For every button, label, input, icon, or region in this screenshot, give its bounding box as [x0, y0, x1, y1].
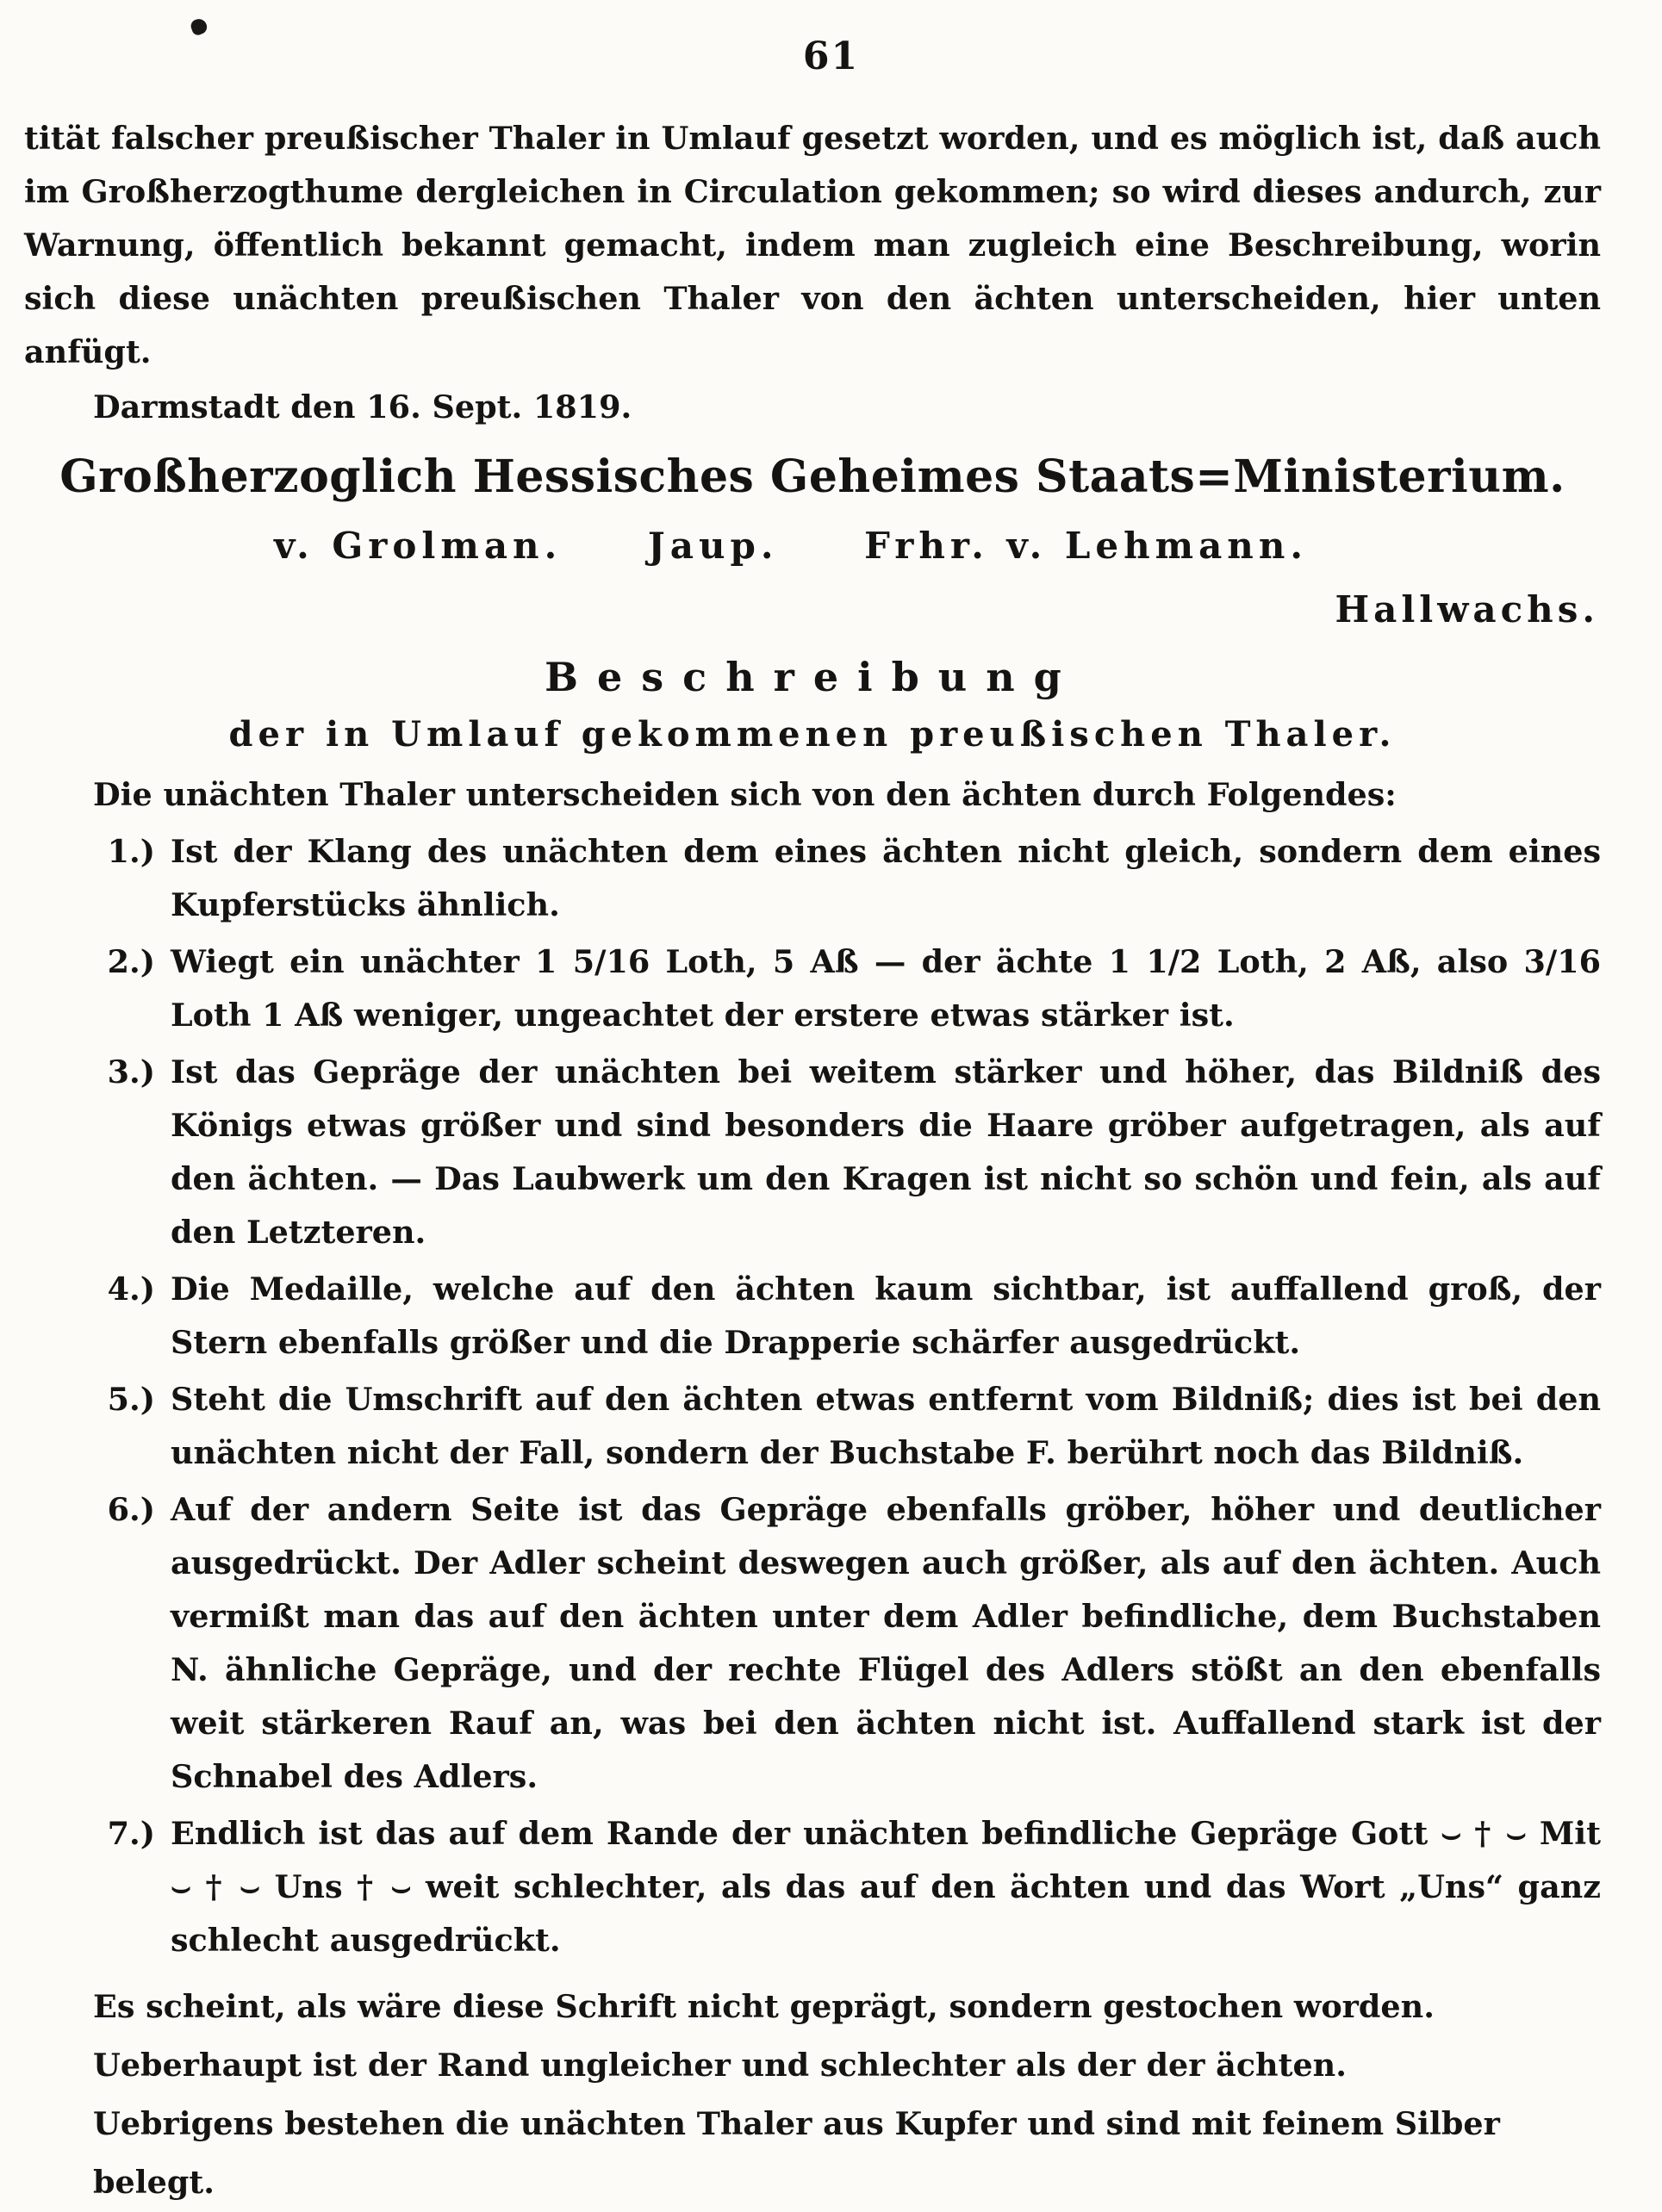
section-subheading: der in Umlauf gekommenen preußischen Thaler.	[228, 714, 1397, 755]
list-item-number: 2.)	[107, 943, 155, 980]
page-number: 61	[802, 34, 860, 78]
list-item-number: 4.)	[107, 1271, 155, 1308]
list-item	[24, 1807, 1601, 1967]
list-item-number: 1.)	[107, 833, 155, 870]
closing-line: Ueberhaupt ist der Rand ungleicher und schlechter als der der ächten.	[93, 2047, 1347, 2084]
list-item	[24, 825, 1601, 932]
list-item	[24, 1483, 1601, 1804]
signer-grolman: v. Grolman.	[274, 525, 563, 567]
list-item-number: 6.)	[107, 1491, 155, 1528]
list-item	[24, 1046, 1601, 1259]
list-item-text: Endlich ist das auf dem Rande der unächten befindliche Gepräge Gott ⌣ † ⌣ Mit ⌣ † ⌣ Uns † ⌣ weit schlechter, als das auf den ächten und das Wort „Uns“ ganz schlecht ausgedrückt.	[171, 1815, 1601, 1959]
list-item	[24, 1373, 1601, 1480]
signers-row	[24, 513, 1601, 579]
list-item-number: 7.)	[107, 1815, 155, 1852]
list-item-text: Steht die Umschrift auf den ächten etwas entfernt vom Bildniß; dies ist bei den unächten nicht der Fall, sondern der Buchstabe F. berührt noch das Bildniß.	[171, 1381, 1601, 1471]
list-item-text: Die Medaille, welche auf den ächten kaum sichtbar, ist auffallend groß, der Stern ebenfalls größer und die Drapperie schärfer ausgedrückt.	[171, 1271, 1601, 1361]
list-item-text: Ist der Klang des unächten dem eines ächten nicht gleich, sondern dem eines Kupferstücks ähnlich.	[171, 833, 1601, 923]
closing-line: Uebrigens bestehen die unächten Thaler aus Kupfer und sind mit feinem Silber belegt.	[93, 2105, 1500, 2201]
signer-jaup: Jaup.	[647, 525, 779, 567]
list-item-text: Wiegt ein unächter 1 5/16 Loth, 5 Aß — der ächte 1 1/2 Loth, 2 Aß, also 3/16 Loth 1 Aß weniger, ungeachtet der erstere etwas stärker ist.	[171, 943, 1601, 1034]
section-heading: Beschreibung	[545, 654, 1080, 700]
list-item-text: Auf der andern Seite ist das Gepräge ebenfalls gröber, höher und deutlicher ausgedrückt. Der Adler scheint deswegen auch größer, als auf den ächten. Auch vermißt man das auf den ächten unter dem Adler befindliche, dem Buchstaben N. ähnliche Gepräge, und der rechte Flügel des Adlers stößt an den ebenfalls weit stärkeren Rauf an, was bei den ächten nicht ist. Auffallend stark ist der Schnabel des Adlers.	[171, 1491, 1601, 1795]
list-item-number: 3.)	[107, 1053, 155, 1090]
list-item-number: 5.)	[107, 1381, 155, 1418]
list-item-text: Ist das Gepräge der unächten bei weitem stärker und höher, das Bildniß des Königs etwas größer und sind besonders die Haare gröber aufgetragen, als auf den ächten. — Das Laubwerk um den Kragen ist nicht so schön und fein, als auf den Letzteren.	[171, 1053, 1601, 1251]
ministry-title: Großherzoglich Hessisches Geheimes Staats=Ministerium.	[59, 450, 1566, 503]
opening-paragraph: tität falscher preußischer Thaler in Umlauf gesetzt worden, und es möglich ist, daß auch im Großherzogthume dergleichen in Circulation gekommen; so wird dieses andurch, zur Warnung, öffentlich bekannt gemacht, indem man zugleich eine Beschreibung, worin sich diese unächten preußischen Thaler von den ächten unterscheiden, hier unten anfügt.	[24, 120, 1601, 370]
intro-line: Die unächten Thaler unterscheiden sich von den ächten durch Folgendes:	[93, 776, 1397, 813]
signer-lehmann: Frhr. v. Lehmann.	[864, 525, 1308, 567]
page-body	[24, 112, 1601, 2212]
date-line: Darmstadt den 16. Sept. 1819.	[93, 388, 632, 426]
list-item	[24, 1263, 1601, 1370]
list-item	[24, 935, 1601, 1042]
signer-hallwachs: Hallwachs.	[1335, 588, 1599, 631]
closing-line: Es scheint, als wäre diese Schrift nicht geprägt, sondern gestochen worden.	[93, 1988, 1435, 2025]
